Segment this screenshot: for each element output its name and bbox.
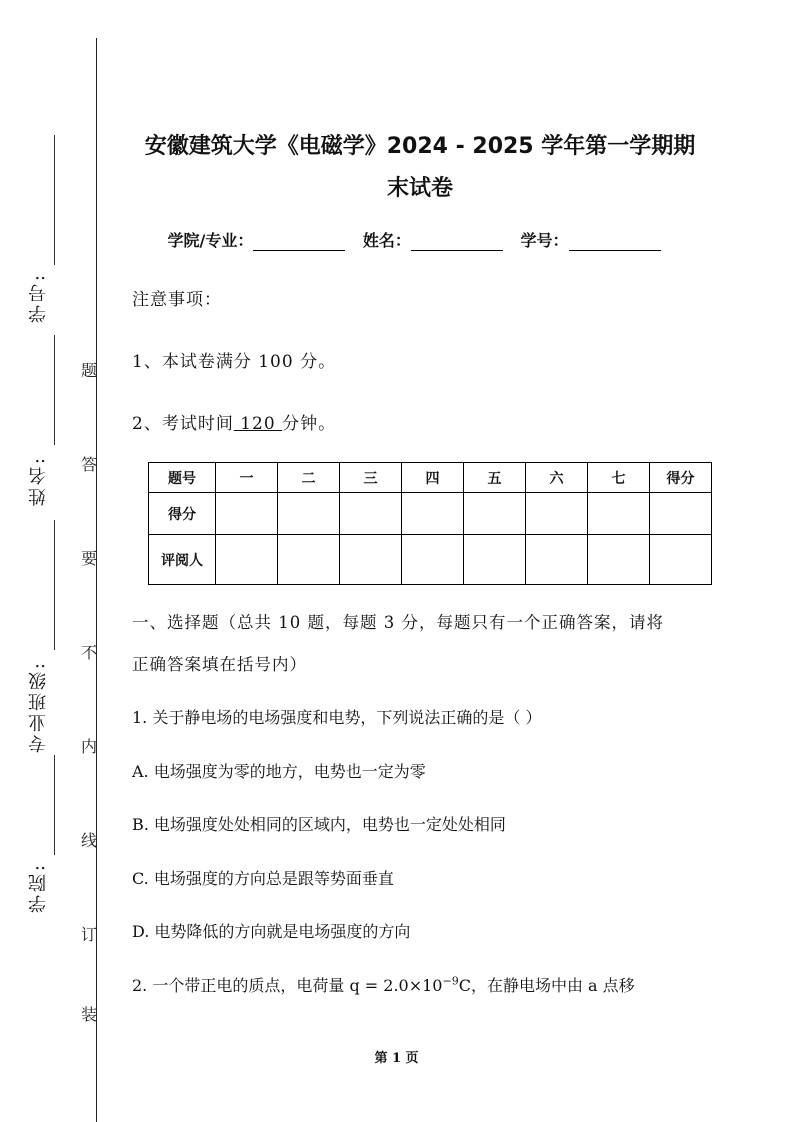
reviewer-cell[interactable] — [526, 535, 588, 585]
exam-duration: 120 — [233, 414, 283, 434]
table-header-cell: 五 — [464, 463, 526, 493]
question-2-stem-end: C，在静电场中由 a 点移 — [458, 976, 635, 995]
student-id-blank[interactable] — [569, 232, 661, 251]
question-1-option-b: B. 电场强度处处相同的区域内，电势也一定处处相同 — [132, 815, 506, 834]
seal-char: 题 — [80, 361, 97, 380]
question-1-stem: 1. 关于静电场的电场强度和电势，下列说法正确的是（ ） — [132, 708, 542, 727]
question-2-stem — [132, 973, 635, 996]
table-header-cell: 六 — [526, 463, 588, 493]
table-header-cell: 七 — [588, 463, 650, 493]
name-field-label: 姓名： — [362, 231, 411, 250]
question-2-exponent: −9 — [442, 974, 459, 988]
reviewer-cell[interactable] — [340, 535, 402, 585]
score-cell[interactable] — [340, 493, 402, 535]
table-row — [149, 493, 712, 535]
college-blank-line — [54, 755, 55, 855]
exam-title-line2: 末试卷 — [386, 176, 453, 201]
table-header-cell: 四 — [402, 463, 464, 493]
table-header-cell: 题号 — [149, 463, 216, 493]
seal-char: 不 — [80, 643, 97, 662]
seal-char: 要 — [80, 549, 97, 568]
college-label: 学院: — [28, 862, 49, 914]
table-header-cell: 二 — [278, 463, 340, 493]
college-major-blank[interactable] — [253, 232, 345, 251]
college-major-label: 学院/专业： — [167, 231, 254, 250]
name-blank[interactable] — [411, 232, 503, 251]
seal-char: 内 — [80, 737, 97, 756]
score-cell[interactable] — [650, 493, 712, 535]
name-blank-line — [54, 335, 55, 445]
reviewer-cell[interactable] — [650, 535, 712, 585]
question-2-stem-start: 2. 一个带正电的质点，电荷量 q = 2.0×10 — [132, 976, 443, 995]
score-cell[interactable] — [588, 493, 650, 535]
question-1-option-a: A. 电场强度为零的地方，电势也一定为零 — [132, 762, 426, 781]
exam-title-line1: 安徽建筑大学《电磁学》2024 - 2025 学年第一学期期 — [144, 134, 696, 159]
seal-char: 订 — [80, 925, 97, 944]
reviewer-cell[interactable] — [216, 535, 278, 585]
class-blank-line — [54, 520, 55, 650]
row-label-score: 得分 — [149, 493, 216, 535]
score-cell[interactable] — [402, 493, 464, 535]
seal-char: 答 — [80, 455, 97, 474]
seal-char: 线 — [80, 831, 97, 850]
student-id-blank-line — [54, 135, 55, 265]
score-cell[interactable] — [216, 493, 278, 535]
seal-char: 装 — [80, 1005, 97, 1024]
reviewer-cell[interactable] — [278, 535, 340, 585]
table-header-cell: 一 — [216, 463, 278, 493]
reviewer-cell[interactable] — [588, 535, 650, 585]
class-label: 专业班级: — [28, 660, 49, 754]
note-item-2-prefix: 2、考试时间 — [132, 414, 234, 434]
section1-instructions-line2: 正确答案填在括号内） — [132, 655, 307, 674]
note-item-1: 1、本试卷满分 100 分。 — [132, 352, 337, 372]
name-label: 姓名: — [28, 455, 49, 507]
note-item-2-suffix: 分钟。 — [282, 414, 337, 434]
table-header-cell: 三 — [340, 463, 402, 493]
note-item-2 — [132, 409, 336, 434]
binding-line — [96, 38, 97, 1122]
student-id-field-label: 学号： — [520, 231, 569, 250]
question-1-option-d: D. 电势降低的方向就是电场强度的方向 — [132, 922, 411, 941]
table-header-row — [149, 463, 712, 493]
score-table — [148, 462, 712, 585]
section1-instructions-line1: 一、选择题（总共 10 题，每题 3 分，每题只有一个正确答案，请将 — [132, 613, 664, 632]
student-id-label: 学号: — [28, 272, 49, 324]
reviewer-cell[interactable] — [402, 535, 464, 585]
reviewer-cell[interactable] — [464, 535, 526, 585]
score-cell[interactable] — [278, 493, 340, 535]
student-info-row — [120, 228, 720, 251]
question-1-option-c: C. 电场强度的方向总是跟等势面垂直 — [132, 869, 394, 888]
score-cell[interactable] — [464, 493, 526, 535]
table-header-cell: 得分 — [650, 463, 712, 493]
page-number: 第 1 页 — [374, 1051, 419, 1066]
row-label-reviewer: 评阅人 — [149, 535, 216, 585]
table-row — [149, 535, 712, 585]
score-cell[interactable] — [526, 493, 588, 535]
notes-heading: 注意事项： — [132, 290, 222, 310]
